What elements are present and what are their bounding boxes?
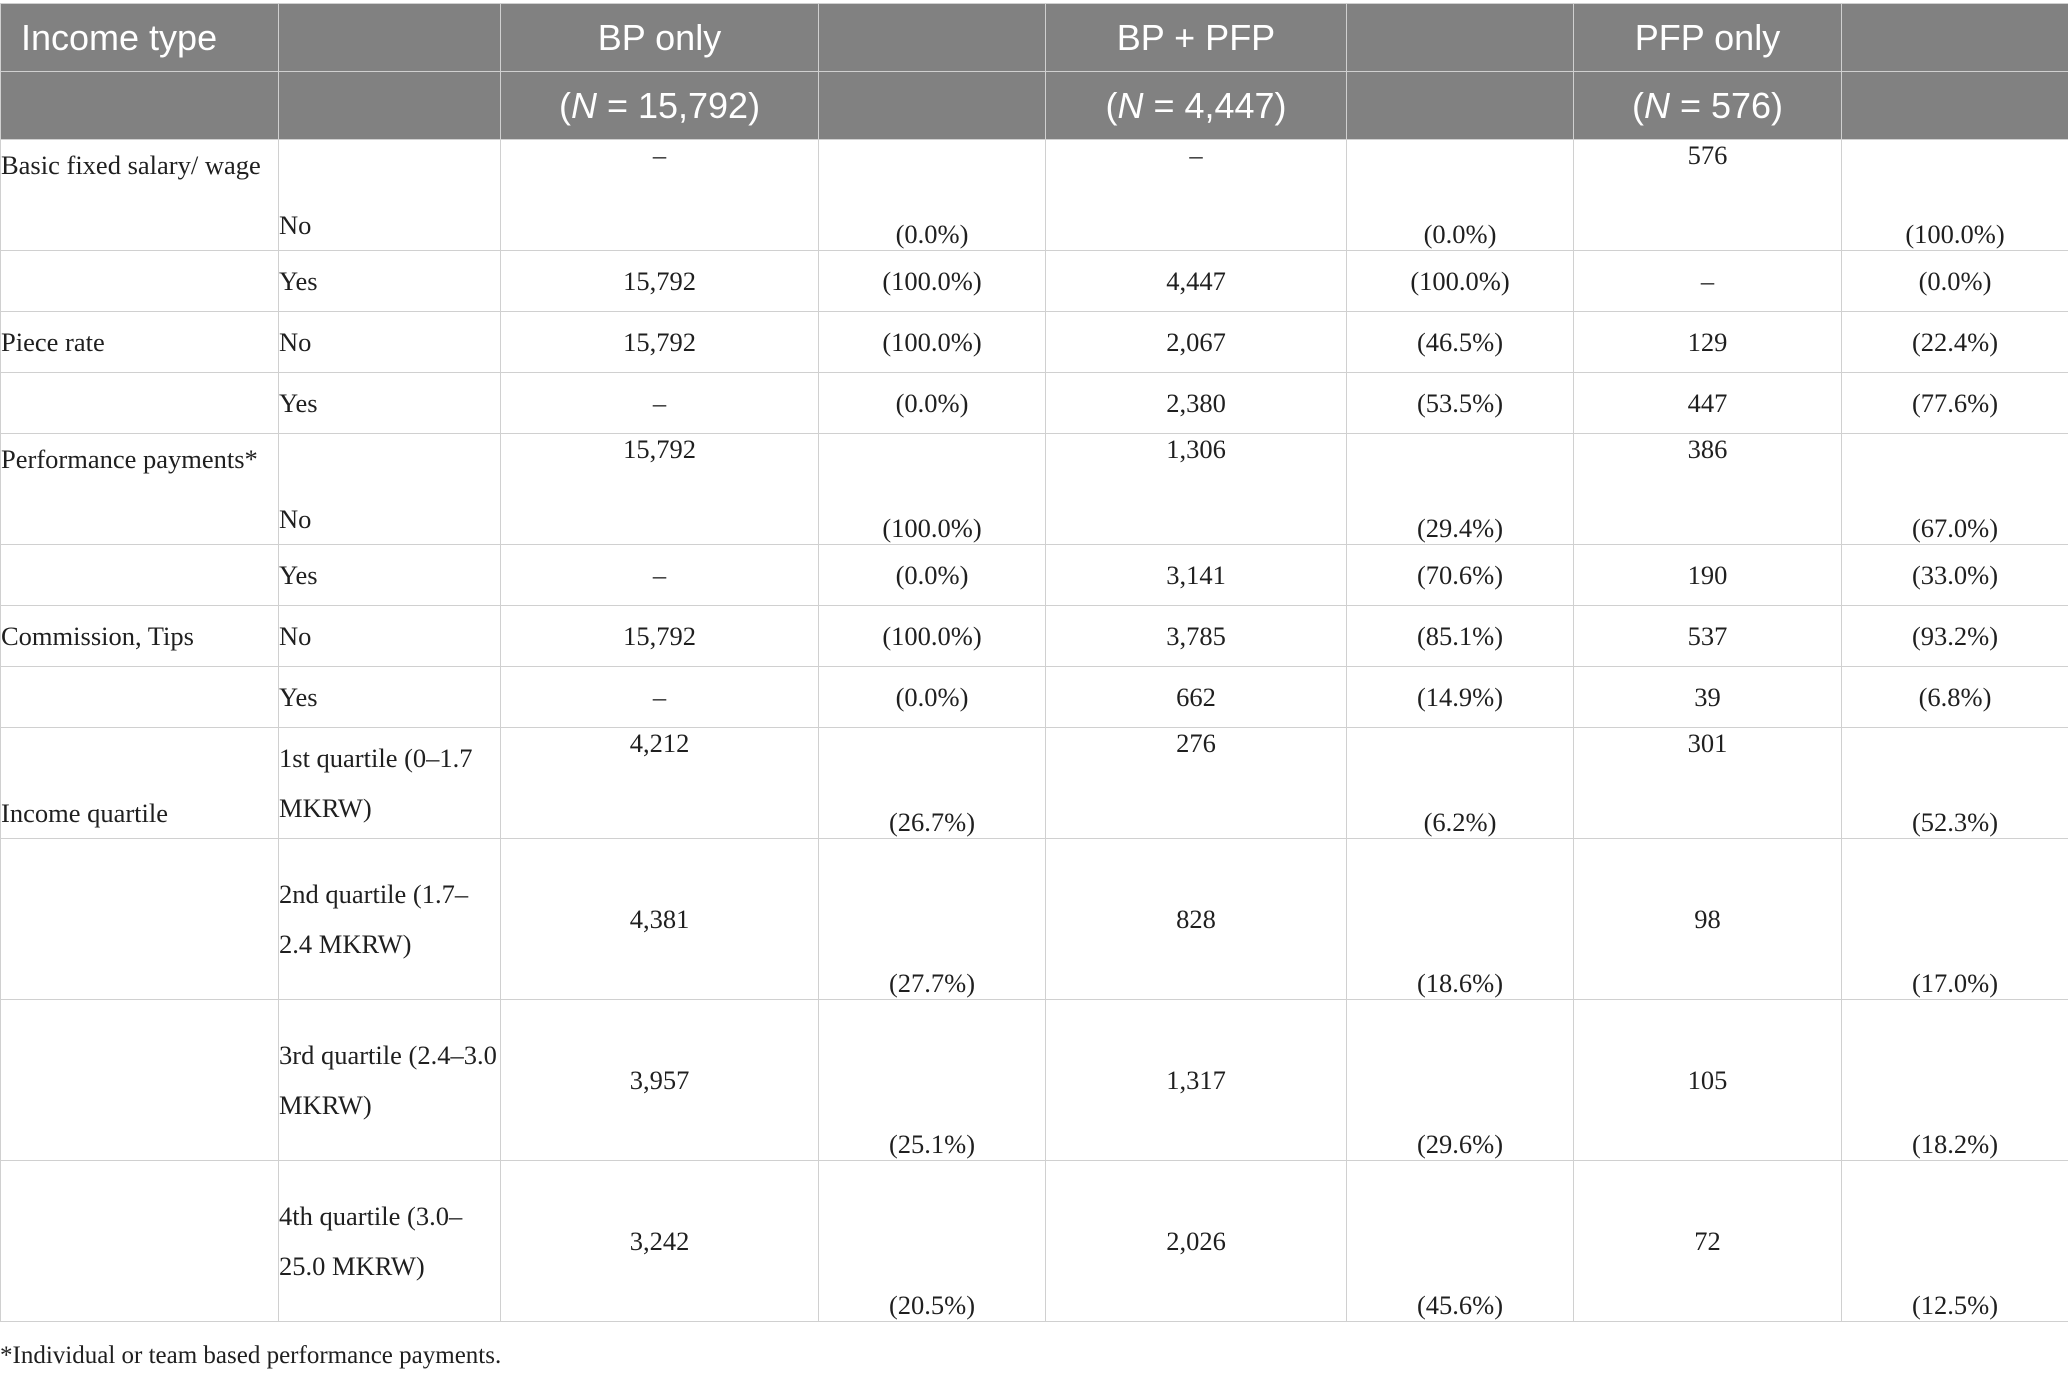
table-row [1, 373, 2068, 434]
table-footnote: *Individual or team based performance payments. [0, 1342, 502, 1369]
header-blank [279, 72, 501, 140]
cell-count: 662 [1046, 667, 1347, 728]
cell-percent: (6.2%) [1347, 728, 1574, 839]
cell-percent: (100.0%) [819, 434, 1046, 545]
cell-count: 301 [1574, 728, 1842, 839]
row-category: No [279, 312, 501, 373]
row-label [1, 545, 279, 606]
cell-percent: (0.0%) [1842, 251, 2068, 312]
row-label [1, 1000, 279, 1161]
cell-count: 98 [1574, 839, 1842, 1000]
cell-percent: (45.6%) [1347, 1161, 1574, 1322]
cell-count: 72 [1574, 1161, 1842, 1322]
row-category: 2nd quartile (1.7–2.4 MKRW) [279, 839, 501, 1000]
cell-percent: (100.0%) [1842, 140, 2068, 251]
header-bp-pfp: BP + PFP [1046, 4, 1347, 72]
table-row [1, 667, 2068, 728]
row-category: Yes [279, 373, 501, 434]
row-label: Commission, Tips [1, 606, 279, 667]
header-row-1 [1, 4, 2068, 72]
row-category: 3rd quartile (2.4–3.0 MKRW) [279, 1000, 501, 1161]
cell-percent: (46.5%) [1347, 312, 1574, 373]
cell-percent: (29.6%) [1347, 1000, 1574, 1161]
cell-percent: (0.0%) [819, 545, 1046, 606]
cell-count: 386 [1574, 434, 1842, 545]
cell-percent: (29.4%) [1347, 434, 1574, 545]
table-row [1, 839, 2068, 1000]
cell-count: – [501, 667, 819, 728]
cell-percent: (53.5%) [1347, 373, 1574, 434]
cell-percent: (17.0%) [1842, 839, 2068, 1000]
cell-count: – [1574, 251, 1842, 312]
cell-count: 2,026 [1046, 1161, 1347, 1322]
cell-percent: (14.9%) [1347, 667, 1574, 728]
cell-count: 576 [1574, 140, 1842, 251]
cell-percent: (0.0%) [819, 140, 1046, 251]
cell-count: 15,792 [501, 312, 819, 373]
cell-percent: (25.1%) [819, 1000, 1046, 1161]
row-category: No [279, 140, 501, 251]
cell-percent: (20.5%) [819, 1161, 1046, 1322]
cell-count: – [501, 140, 819, 251]
cell-count: 15,792 [501, 606, 819, 667]
cell-percent: (100.0%) [1347, 251, 1574, 312]
row-label [1, 1161, 279, 1322]
cell-count: 4,381 [501, 839, 819, 1000]
header-blank [819, 4, 1046, 72]
row-category: 1st quartile (0–1.7 MKRW) [279, 728, 501, 839]
cell-percent: (100.0%) [819, 251, 1046, 312]
cell-percent: (33.0%) [1842, 545, 2068, 606]
cell-percent: (52.3%) [1842, 728, 2068, 839]
row-label: Income quartile [1, 728, 279, 839]
table-row [1, 1161, 2068, 1322]
header-blank [1, 72, 279, 140]
header-bp-only: BP only [501, 4, 819, 72]
table-row [1, 728, 2068, 839]
row-label: Performance payments* [1, 434, 279, 545]
cell-count: 2,067 [1046, 312, 1347, 373]
row-label [1, 839, 279, 1000]
row-label: Basic fixed salary/ wage [1, 140, 279, 251]
table-row [1, 545, 2068, 606]
row-category: No [279, 606, 501, 667]
cell-percent: (93.2%) [1842, 606, 2068, 667]
cell-count: – [501, 545, 819, 606]
cell-count: 537 [1574, 606, 1842, 667]
cell-count: 105 [1574, 1000, 1842, 1161]
cell-percent: (100.0%) [819, 606, 1046, 667]
table-row [1, 140, 2068, 251]
cell-count: 3,785 [1046, 606, 1347, 667]
header-income-type: Income type [1, 4, 279, 72]
cell-percent: (27.7%) [819, 839, 1046, 1000]
table-row [1, 606, 2068, 667]
row-category: No [279, 434, 501, 545]
cell-percent: (18.2%) [1842, 1000, 2068, 1161]
row-label [1, 251, 279, 312]
header-blank [819, 72, 1046, 140]
cell-count: 39 [1574, 667, 1842, 728]
row-category: 4th quartile (3.0–25.0 MKRW) [279, 1161, 501, 1322]
table-container [0, 3, 2068, 1322]
row-label: Piece rate [1, 312, 279, 373]
cell-count: 3,957 [501, 1000, 819, 1161]
cell-count: 2,380 [1046, 373, 1347, 434]
header-row-2 [1, 72, 2068, 140]
row-label [1, 373, 279, 434]
cell-percent: (67.0%) [1842, 434, 2068, 545]
header-blank [279, 4, 501, 72]
cell-count: 4,447 [1046, 251, 1347, 312]
header-n-bp-pfp: (N = 4,447) [1046, 72, 1347, 140]
cell-count: 3,141 [1046, 545, 1347, 606]
cell-count: 447 [1574, 373, 1842, 434]
cell-count: 828 [1046, 839, 1347, 1000]
income-type-table [0, 3, 2068, 1322]
cell-count: 1,317 [1046, 1000, 1347, 1161]
table-row [1, 312, 2068, 373]
cell-percent: (0.0%) [819, 667, 1046, 728]
table-row [1, 251, 2068, 312]
cell-count: 15,792 [501, 434, 819, 545]
cell-percent: (18.6%) [1347, 839, 1574, 1000]
cell-percent: (12.5%) [1842, 1161, 2068, 1322]
table-row [1, 434, 2068, 545]
cell-percent: (0.0%) [819, 373, 1046, 434]
row-category: Yes [279, 545, 501, 606]
cell-percent: (26.7%) [819, 728, 1046, 839]
cell-count: 190 [1574, 545, 1842, 606]
cell-count: 4,212 [501, 728, 819, 839]
cell-count: 276 [1046, 728, 1347, 839]
header-blank [1842, 72, 2068, 140]
cell-count: 3,242 [501, 1161, 819, 1322]
cell-percent: (0.0%) [1347, 140, 1574, 251]
row-category: Yes [279, 251, 501, 312]
cell-count: 1,306 [1046, 434, 1347, 545]
row-category: Yes [279, 667, 501, 728]
cell-percent: (70.6%) [1347, 545, 1574, 606]
cell-count: – [501, 373, 819, 434]
cell-count: 15,792 [501, 251, 819, 312]
header-pfp-only: PFP only [1574, 4, 1842, 72]
cell-count: – [1046, 140, 1347, 251]
cell-count: 129 [1574, 312, 1842, 373]
header-blank [1842, 4, 2068, 72]
cell-percent: (100.0%) [819, 312, 1046, 373]
cell-percent: (85.1%) [1347, 606, 1574, 667]
cell-percent: (22.4%) [1842, 312, 2068, 373]
header-n-pfp-only: (N = 576) [1574, 72, 1842, 140]
header-blank [1347, 72, 1574, 140]
table-row [1, 1000, 2068, 1161]
cell-percent: (77.6%) [1842, 373, 2068, 434]
header-blank [1347, 4, 1574, 72]
header-n-bp-only: (N = 15,792) [501, 72, 819, 140]
cell-percent: (6.8%) [1842, 667, 2068, 728]
row-label [1, 667, 279, 728]
